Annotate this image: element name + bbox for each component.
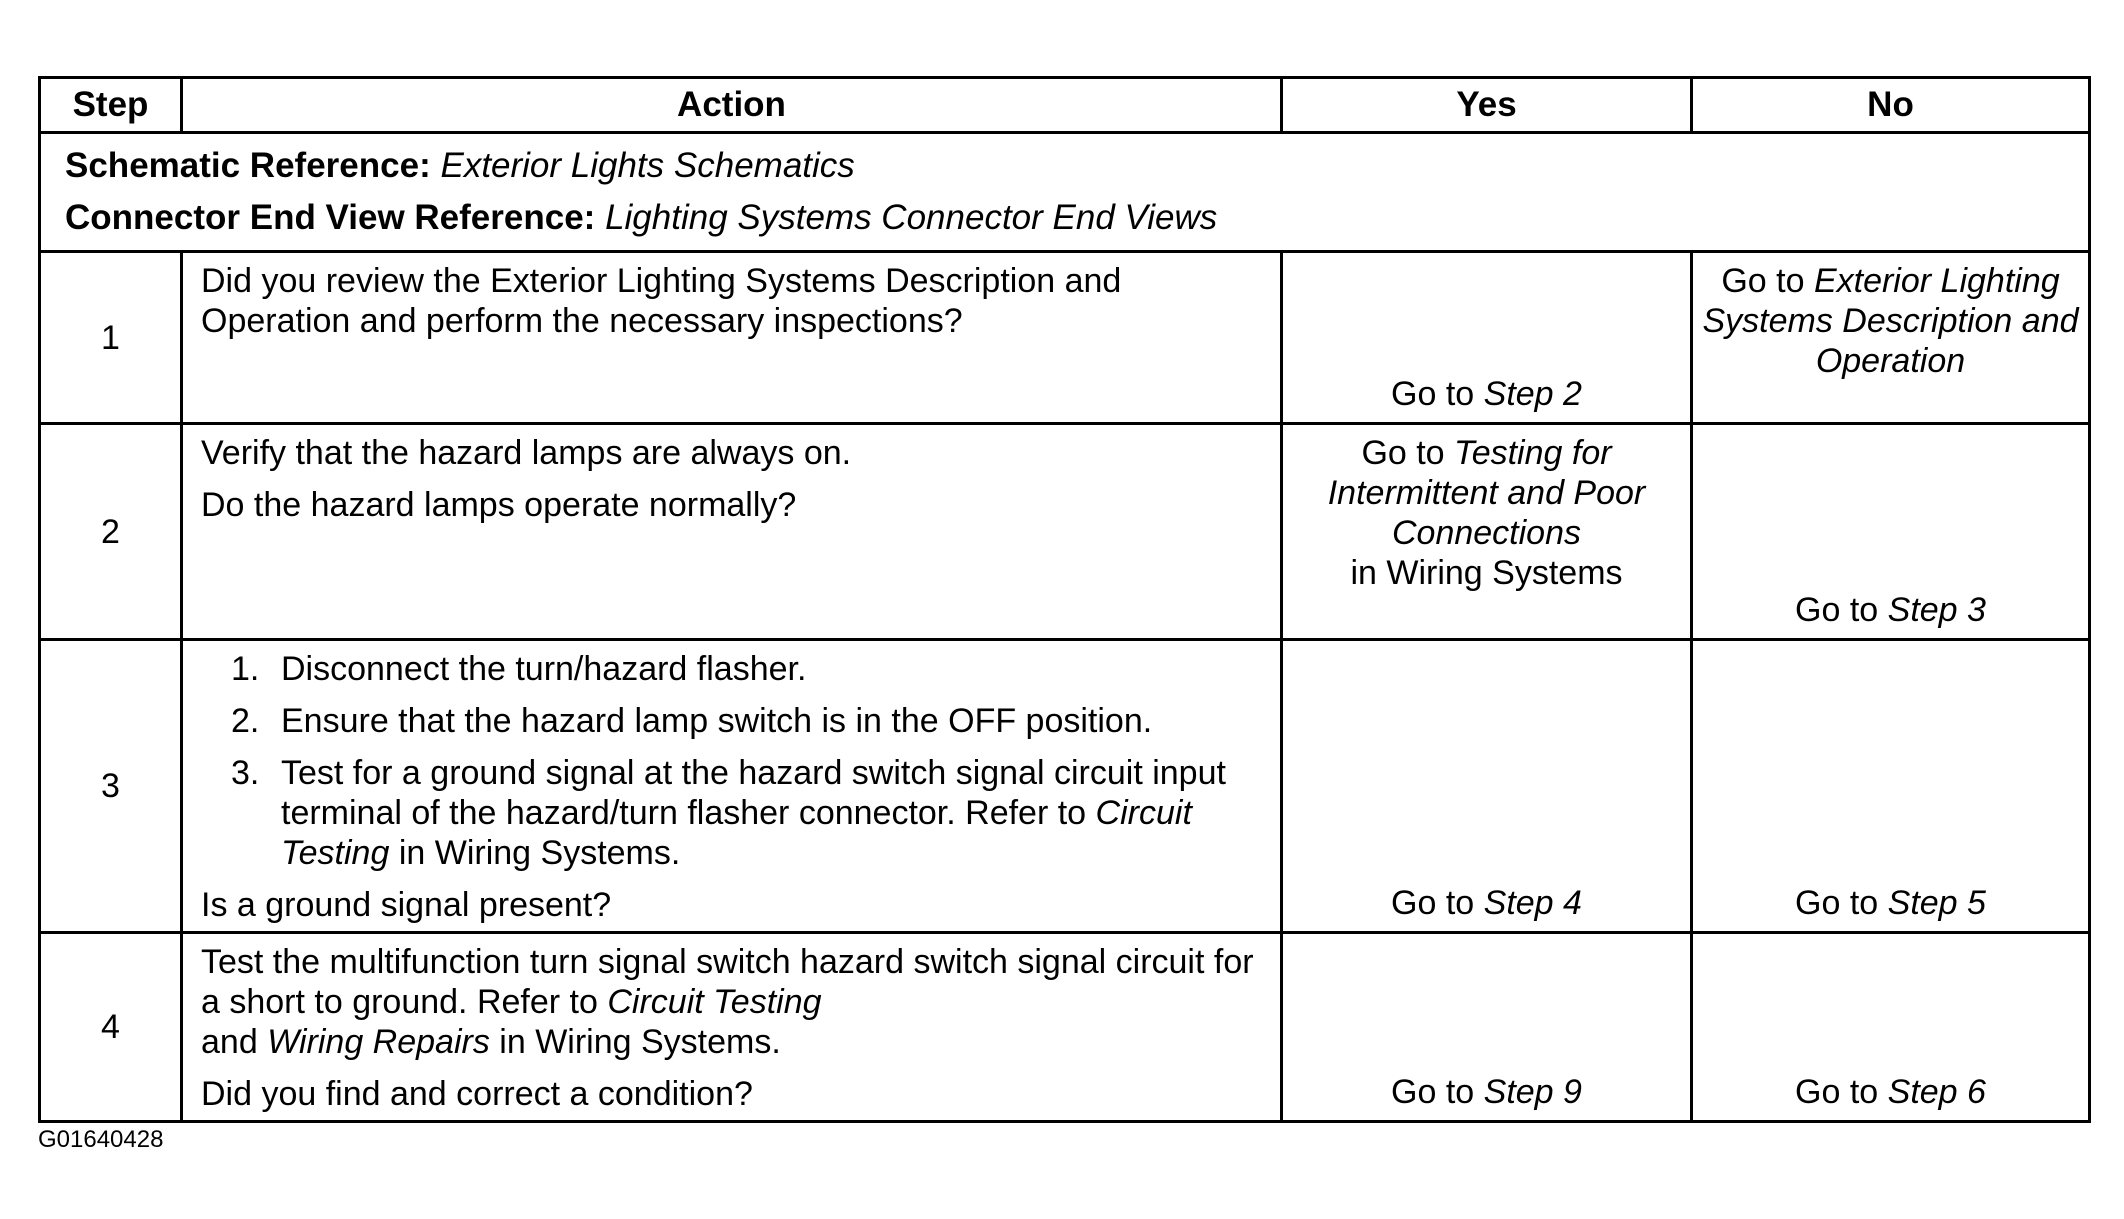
yes-link[interactable]: Step 4 — [1483, 884, 1582, 922]
table-row — [40, 640, 2090, 933]
circuit-testing-link[interactable]: Circuit Testing — [281, 794, 1192, 872]
figure-id: G01640428 — [38, 1126, 164, 1153]
header-row — [40, 78, 2090, 133]
action-cell — [182, 252, 1282, 424]
table-row — [40, 933, 2090, 1122]
action-cell — [182, 424, 1282, 640]
schematic-reference — [65, 140, 2088, 192]
no-link[interactable]: Step 3 — [1887, 591, 1986, 629]
no-prefix: Go to — [1795, 884, 1888, 922]
list-number: 3. — [231, 754, 260, 792]
header-no: No — [1692, 78, 2090, 133]
yes-link[interactable]: Step 2 — [1483, 375, 1582, 413]
list-text: Disconnect the turn/hazard flasher. — [281, 650, 807, 688]
diagnostic-table — [38, 76, 2091, 1123]
list-number: 1. — [231, 650, 260, 688]
action-text: Verify that the hazard lamps are always on. — [201, 434, 852, 472]
schematic-reference-link[interactable]: Exterior Lights Schematics — [440, 146, 855, 185]
table-row — [40, 252, 2090, 424]
yes-cell — [1282, 424, 1692, 640]
no-cell — [1692, 252, 2090, 424]
no-cell — [1692, 933, 2090, 1122]
no-result — [1693, 883, 2088, 923]
yes-prefix: Go to — [1391, 1073, 1484, 1111]
yes-prefix: Go to — [1391, 884, 1484, 922]
list-item — [201, 701, 1260, 741]
yes-link[interactable]: Step 9 — [1483, 1073, 1582, 1111]
no-link[interactable]: Step 6 — [1887, 1073, 1986, 1111]
yes-cell — [1282, 640, 1692, 933]
action-list — [201, 649, 1260, 873]
no-result — [1693, 590, 2088, 630]
action-body: Test the multifunction turn signal switch hazard switch signal circuit for a short to ground. Refer to — [201, 943, 1254, 1021]
no-cell — [1692, 424, 2090, 640]
no-prefix: Go to — [1795, 1073, 1888, 1111]
step-number: 3 — [40, 640, 182, 933]
no-result — [1693, 1072, 2088, 1112]
yes-cell — [1282, 252, 1692, 424]
no-result — [1693, 253, 2088, 381]
action-suffix: in Wiring Systems. — [489, 1023, 781, 1061]
list-suffix: in Wiring Systems. — [389, 834, 681, 872]
yes-link[interactable]: Testing for Intermittent and Poor Connections — [1327, 434, 1646, 552]
reference-cell — [40, 133, 2090, 252]
connector-reference — [65, 192, 2088, 244]
step-number: 1 — [40, 252, 182, 424]
list-number: 2. — [231, 702, 260, 740]
connector-reference-label: Connector End View Reference: — [65, 198, 596, 237]
no-cell — [1692, 640, 2090, 933]
wiring-repairs-link[interactable]: Wiring Repairs — [267, 1023, 490, 1061]
yes-result — [1283, 883, 1690, 923]
no-prefix: Go to — [1795, 591, 1888, 629]
list-text: Test for a ground signal at the hazard switch signal circuit input terminal of the hazard/turn flasher connector. Refer to — [281, 754, 1226, 832]
header-step: Step — [40, 78, 182, 133]
no-prefix: Go to — [1721, 262, 1814, 300]
and-text: and — [201, 1023, 268, 1061]
action-cell — [182, 933, 1282, 1122]
no-link[interactable]: Exterior Lighting Systems Description and Operation — [1702, 262, 2079, 380]
action-question: Do the hazard lamps operate normally? — [201, 486, 797, 524]
list-item — [201, 753, 1260, 873]
action-question: Did you find and correct a condition? — [201, 1075, 753, 1113]
list-item — [201, 649, 1260, 689]
action-text — [201, 942, 1260, 1062]
step-number: 2 — [40, 424, 182, 640]
yes-result — [1283, 1072, 1690, 1112]
yes-result — [1283, 425, 1690, 593]
schematic-reference-label: Schematic Reference: — [65, 146, 431, 185]
reference-row — [40, 133, 2090, 252]
table-row — [40, 424, 2090, 640]
circuit-testing-link[interactable]: Circuit Testing — [607, 983, 822, 1021]
list-text: Ensure that the hazard lamp switch is in the OFF position. — [281, 702, 1153, 740]
yes-prefix: Go to — [1391, 375, 1484, 413]
yes-suffix: in Wiring Systems — [1350, 554, 1623, 592]
header-yes: Yes — [1282, 78, 1692, 133]
action-text: Did you review the Exterior Lighting Systems Description and Operation and perform the necessary inspections? — [201, 262, 1122, 340]
no-link[interactable]: Step 5 — [1887, 884, 1986, 922]
header-action: Action — [182, 78, 1282, 133]
yes-cell — [1282, 933, 1692, 1122]
action-cell — [182, 640, 1282, 933]
step-number: 4 — [40, 933, 182, 1122]
yes-prefix: Go to — [1361, 434, 1455, 472]
action-question: Is a ground signal present? — [201, 886, 612, 924]
connector-reference-link[interactable]: Lighting Systems Connector End Views — [605, 198, 1218, 237]
yes-result — [1283, 374, 1690, 414]
